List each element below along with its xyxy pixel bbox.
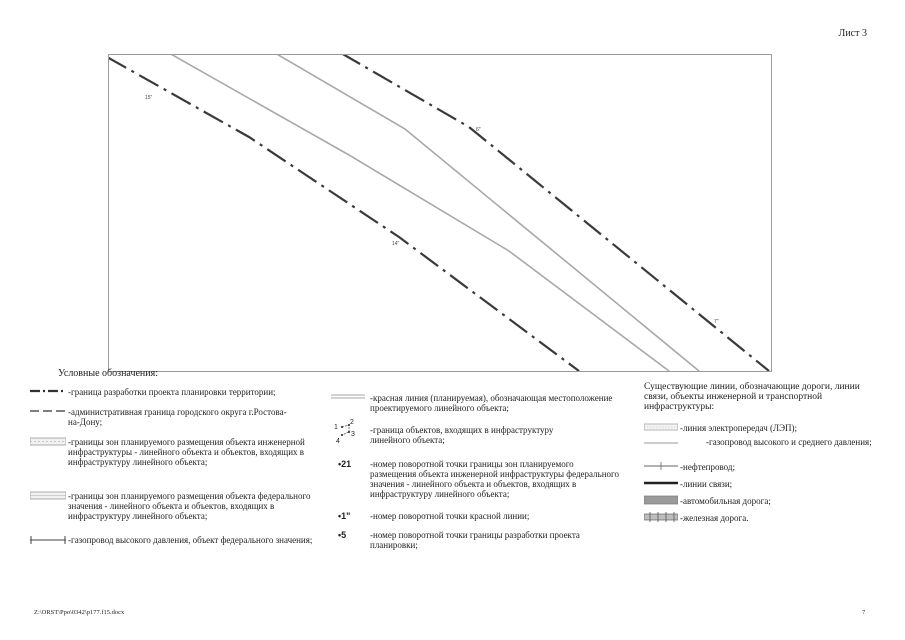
railway-symbol xyxy=(644,512,678,522)
legend-item-gas-pipeline-federal: -газопровод высокого давления, объект федерального значения; xyxy=(68,535,313,545)
legend-title: Условные обозначения: xyxy=(58,368,159,379)
legend-item-planning-point-number: -номер поворотной точки границы разработки проекта планировки; xyxy=(370,530,580,550)
point-label-15: 15" xyxy=(145,95,153,101)
document-path: Z:\ORST\Ppo\0342\p177.f15.docx xyxy=(34,609,125,616)
existing-lines-title: Существующие линии, обозначающие дороги, линии связи, объекты инженерной и транспортной инфраструктуры: xyxy=(644,382,860,412)
corner-label-3: 3 xyxy=(351,431,355,438)
legend-item-object-boundary: -граница объектов, входящих в инфраструктуру линейного объекта; xyxy=(370,425,554,445)
point-label-6: 6" xyxy=(476,127,481,133)
object-boundary-symbol xyxy=(334,418,360,444)
legend-item-red-line: -красная линия (планируемая), обозначающая местоположение проектируемого линейного объекта; xyxy=(370,393,613,413)
admin-boundary-symbol xyxy=(30,406,66,416)
legend-item-zone-boundary: -границы зон планируемого размещения объекта инженерной инфраструктуры - линейного объекта и объектов, входящих в инфраструктуру линейного объекта; xyxy=(68,437,305,467)
gas-pipeline-symbol xyxy=(644,438,678,448)
oil-pipeline-symbol xyxy=(644,461,678,471)
planning-boundary-upper xyxy=(341,55,769,371)
point-label-7: 7" xyxy=(714,319,719,325)
corner-label-4: 4 xyxy=(336,438,340,444)
legend-item-red-line-point-number: -номер поворотной точки красной линии; xyxy=(370,511,530,521)
map-frame xyxy=(108,54,772,372)
page-number: 7 xyxy=(862,609,866,616)
legend-item-admin-boundary: -административная граница городского округа г.Ростова-на-Дону; xyxy=(68,407,287,427)
point-number-21-symbol: •21 xyxy=(338,459,352,469)
legend-item-planning-boundary: -граница разработки проекта планировки территории; xyxy=(68,387,276,397)
red-line-upper xyxy=(275,55,699,371)
legend-item-gas-pipeline: -газопровод высокого и среднего давления; xyxy=(706,437,872,447)
road-symbol xyxy=(644,495,678,505)
legend-item-federal-zone: -границы зон планируемого размещения объекта федерального значения - линейного объекта и объектов, входящих в инфраструктуру линейного объекта; xyxy=(68,491,311,521)
legend-item-power-line: -линия электропередач (ЛЭП); xyxy=(680,423,798,433)
gas-pipeline-federal-symbol xyxy=(30,534,66,546)
legend-item-oil-pipeline: -нефтепровод; xyxy=(680,462,736,472)
power-line-symbol xyxy=(644,422,678,432)
point-number-1-symbol: •1" xyxy=(338,511,351,521)
communication-line-symbol xyxy=(644,478,678,488)
legend-item-communication-line: -линии связи; xyxy=(680,479,733,489)
red-line-symbol xyxy=(331,392,365,402)
zone-boundary-symbol xyxy=(30,436,66,448)
corner-label-2: 2 xyxy=(350,419,354,426)
corner-label-1: 1 xyxy=(334,424,338,431)
point-number-5-symbol: •5 xyxy=(338,530,347,540)
sheet-label: Лист 3 xyxy=(838,28,867,39)
legend-item-railway: -железная дорога. xyxy=(680,513,749,523)
planning-boundary-symbol xyxy=(30,386,66,396)
federal-zone-symbol xyxy=(30,490,66,502)
red-line-lower xyxy=(169,55,669,371)
legend-item-zone-point-number: -номер поворотной точки границы зон планируемого размещения объекта инженерной инфраструктуры федерального значения - линейного объекта и объектов, входящих в инфраструктуру линейного объекта; xyxy=(370,459,620,499)
point-label-14: 14" xyxy=(392,241,400,247)
legend-item-road: -автомобильная дорога; xyxy=(680,496,771,506)
